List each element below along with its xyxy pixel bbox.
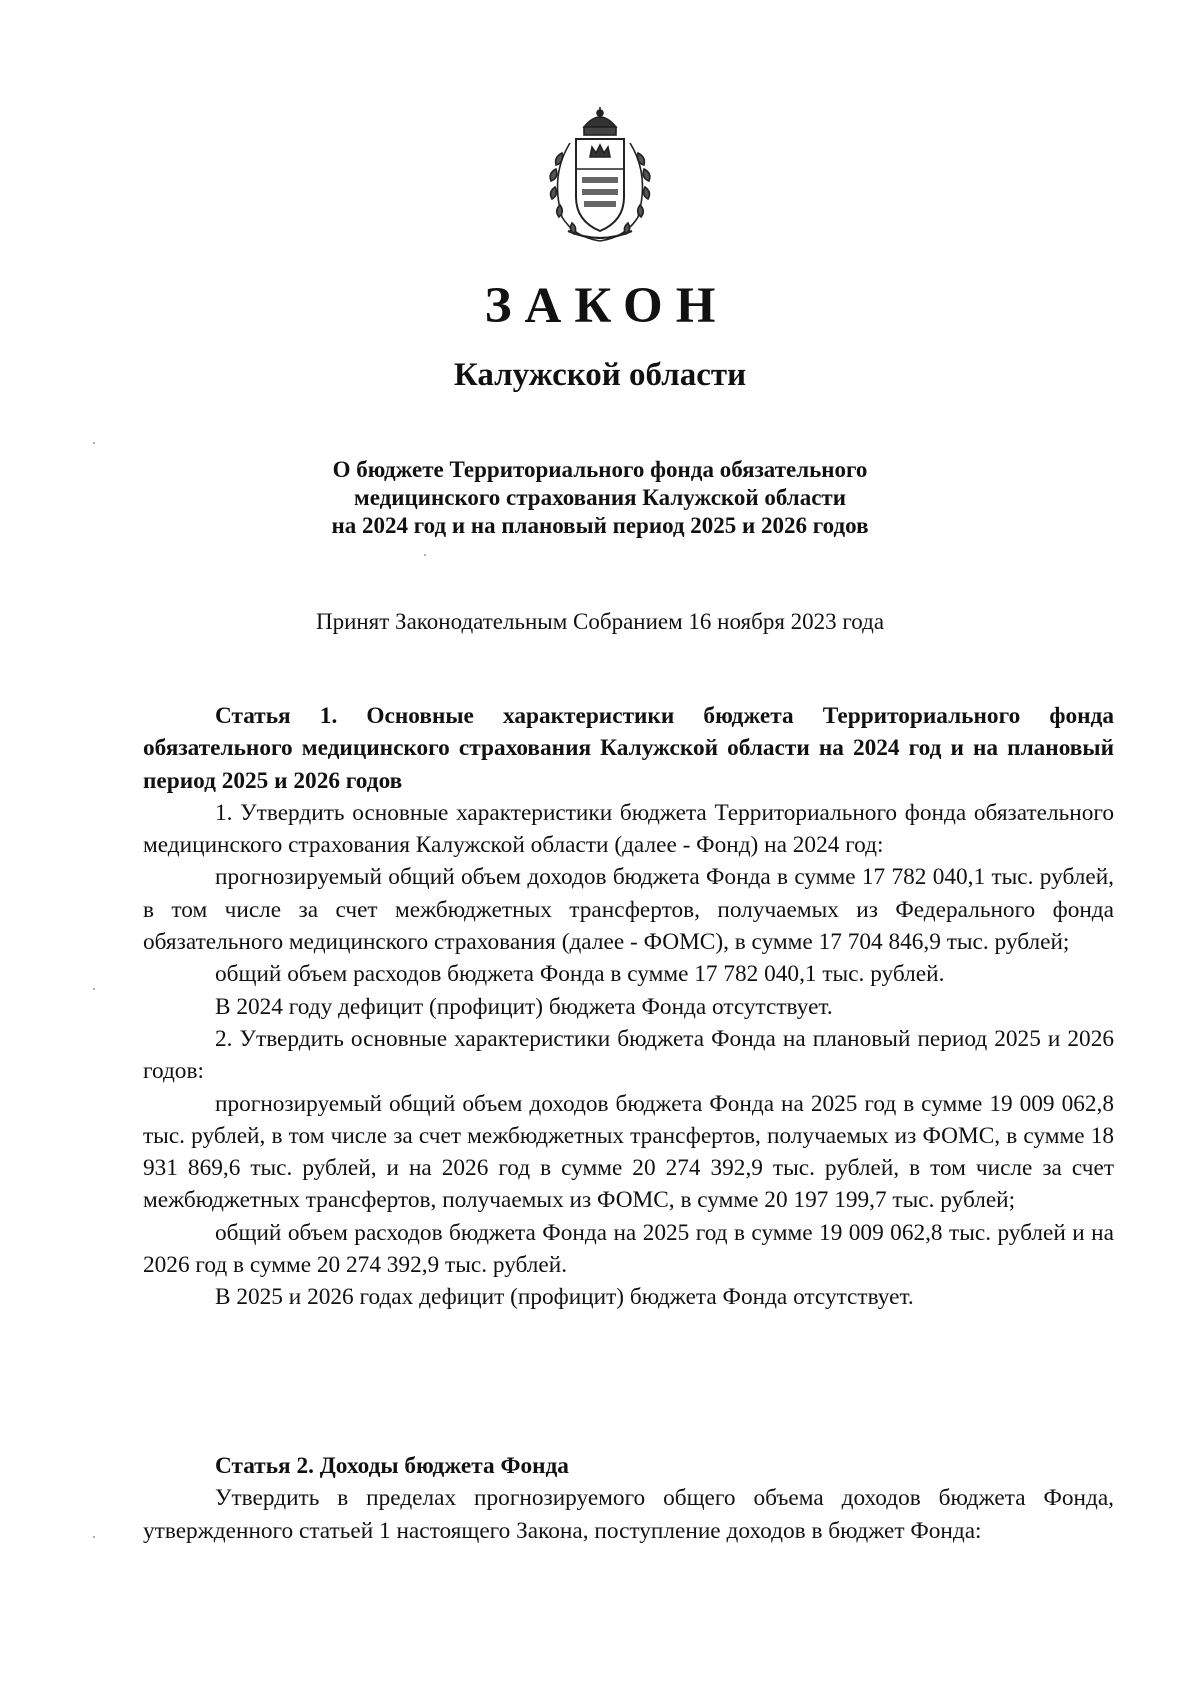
article-paragraph: 1. Утвердить основные характеристики бюджета Территориального фонда обязательного медицинского страхования Калужской области (далее - Фонд) на 2024 год: <box>143 799 1114 859</box>
article-paragraph: общий объем расходов бюджета Фонда в сумме 17 782 040,1 тыс. рублей. <box>215 961 945 988</box>
article-paragraph: прогнозируемый общий объем доходов бюджета Фонда в сумме 17 782 040,1 тыс. рублей, в том числе за счет межбюджетных трансфертов, получаемых из Федерального фонда обязательного медицинского страхования (далее - ФОМС), в сумме 17 704 846,9 тыс. рублей; <box>143 864 1114 956</box>
law-name-line: О бюджете Территориального фонда обязательного <box>332 457 868 482</box>
article-2-heading: Статья 2. Доходы бюджета Фонда <box>215 1453 569 1479</box>
article-1-heading: Статья 1. Основные характеристики бюджета Территориального фонда обязательного медицинского страхования Калужской области на 2024 год и на плановый период 2025 и 2026 годов <box>143 703 1114 794</box>
article-2 <box>143 1450 1114 1547</box>
scan-artifact <box>93 988 95 990</box>
document-title: ЗАКОН <box>484 278 729 334</box>
article-1 <box>143 700 1114 1314</box>
law-name-line: на 2024 год и на плановый период 2025 и 2026 годов <box>331 513 869 538</box>
scan-artifact <box>93 442 95 444</box>
article-paragraph: В 2024 году дефицит (профицит) бюджета Фонда отсутствует. <box>215 993 833 1020</box>
adoption-line: Принят Законодательным Собранием 16 ноября 2023 года <box>315 609 885 634</box>
scan-artifact <box>424 554 426 556</box>
article-paragraph: Утвердить в пределах прогнозируемого общего объема доходов бюджета Фонда, утвержденного статьей 1 настоящего Закона, поступление доходов в бюджет Фонда: <box>143 1485 1114 1544</box>
coat-of-arms-icon <box>540 105 660 245</box>
law-name <box>0 456 1200 540</box>
article-paragraph: В 2025 и 2026 годах дефицит (профицит) бюджета Фонда отсутствует. <box>215 1284 914 1311</box>
article-paragraph: 2. Утвердить основные характеристики бюджета Фонда на плановый период 2025 и 2026 годов: <box>143 1025 1114 1085</box>
law-name-line: медицинского страхования Калужской области <box>354 485 846 510</box>
scan-artifact <box>93 1536 95 1538</box>
document-subtitle: Калужской области <box>453 357 747 393</box>
article-paragraph: общий объем расходов бюджета Фонда на 2025 год в сумме 19 009 062,8 тыс. рублей и на 2026 год в сумме 20 274 392,9 тыс. рублей. <box>143 1219 1114 1279</box>
article-paragraph: прогнозируемый общий объем доходов бюджета Фонда на 2025 год в сумме 19 009 062,8 тыс. рублей, в том числе за счет межбюджетных трансфертов, получаемых из ФОМС, в сумме 18 931 869,6 тыс. рублей, и на 2026 год в сумме 20 274 392,9 тыс. рублей, в том числе за счет межбюджетных трансфертов, получаемых из ФОМС, в сумме 20 197 199,7 тыс. рублей; <box>143 1090 1114 1214</box>
